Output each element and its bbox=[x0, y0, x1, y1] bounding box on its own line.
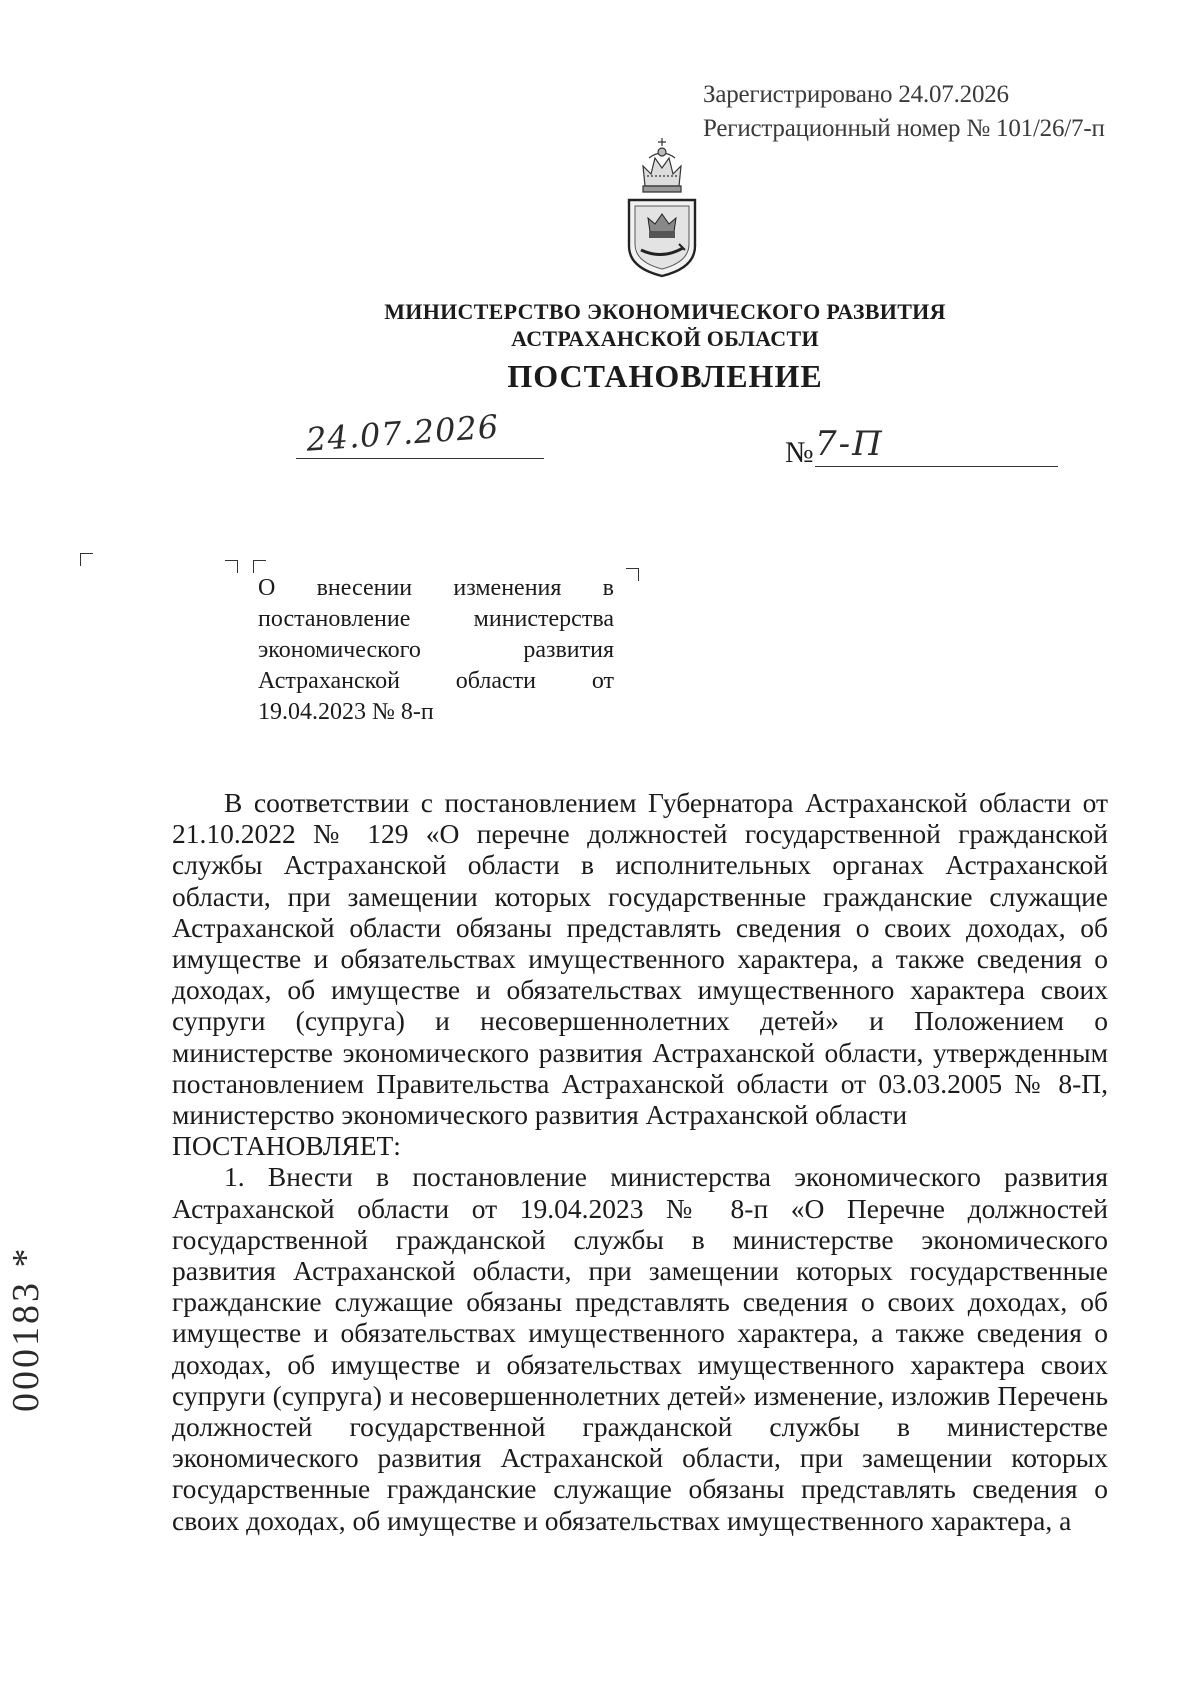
subject-line: постановление министерства bbox=[258, 606, 614, 632]
number-label: № bbox=[785, 436, 814, 469]
subject-block bbox=[258, 573, 614, 728]
subject-line: экономического развития bbox=[258, 637, 614, 663]
subject-line: Астраханской области от bbox=[258, 668, 614, 694]
registration-date: Зарегистрировано 24.07.2026 bbox=[703, 81, 1009, 108]
date-underline bbox=[296, 458, 544, 459]
document-body bbox=[172, 787, 1108, 1536]
ministry-title bbox=[360, 298, 970, 352]
registration-number: Регистрационный номер № 101/26/7-п bbox=[703, 115, 1105, 142]
preamble-paragraph: В соответствии с постановлением Губернатора Астраханской области от 21.10.2022 № 129 «О перечне должностей государственной гражданской службы Астраханской области в исполнительных органах Астраханской области, при замещении которых государственные гражданские служащие Астраханской области обязаны представлять сведения о своих доходах, об имуществе и обязательствах имущественного характера, а также сведения о доходах, об имуществе и обязательствах имущественного характера своих супруги (супруга) и несовершеннолетних детей» и Положением о министерстве экономического развития Астраханской области, утвержденным постановлением Правительства Астраханской области от 03.03.2005 № 8-П, министерство экономического развития Астраханской области bbox=[172, 787, 1108, 1131]
number-handwritten: 7-П bbox=[815, 424, 884, 464]
astrakhan-coat-of-arms-icon bbox=[621, 136, 703, 278]
date-handwritten: 24.07.2026 bbox=[304, 407, 501, 459]
document-type: ПОСТАНОВЛЕНИЕ bbox=[507, 358, 823, 394]
corner-mark-top-left bbox=[80, 553, 93, 566]
number-underline bbox=[815, 466, 1058, 467]
ministry-line-2: АСТРАХАНСКОЙ ОБЛАСТИ bbox=[511, 326, 819, 351]
corner-mark-left-end bbox=[225, 560, 238, 573]
subject-line: 19.04.2023 № 8-п bbox=[258, 699, 434, 725]
ministry-line-1: МИНИСТЕРСТВО ЭКОНОМИЧЕСКОГО РАЗВИТИЯ bbox=[384, 299, 946, 324]
registration-block bbox=[703, 78, 1105, 146]
side-stamp-number: 000183 * bbox=[5, 1245, 47, 1412]
subject-line: О внесении изменения в bbox=[258, 575, 614, 601]
decree-word: ПОСТАНОВЛЯЕТ: bbox=[172, 1130, 401, 1162]
corner-mark-subject-start bbox=[253, 560, 266, 573]
item-1-paragraph: 1. Внести в постановление министерства экономического развития Астраханской области от 19.04.2023 № 8-п «О Перечне должностей государственной гражданской службы в министерстве экономического развития Астраханской области, при замещении которых государственные гражданские служащие обязаны представлять сведения о своих доходах, об имуществе и обязательствах имущественного характера, а также сведения о доходах, об имуществе и обязательствах имущественного характера своих супруги (супруга) и несовершеннолетних детей» изменение, изложив Перечень должностей государственной гражданской службы в министерстве экономического развития Астраханской области, при замещении которых государственные гражданские служащие обязаны представлять сведения о своих доходах, об имуществе и обязательствах имущественного характера, а bbox=[172, 1161, 1108, 1536]
corner-mark-subject-end bbox=[626, 568, 639, 581]
